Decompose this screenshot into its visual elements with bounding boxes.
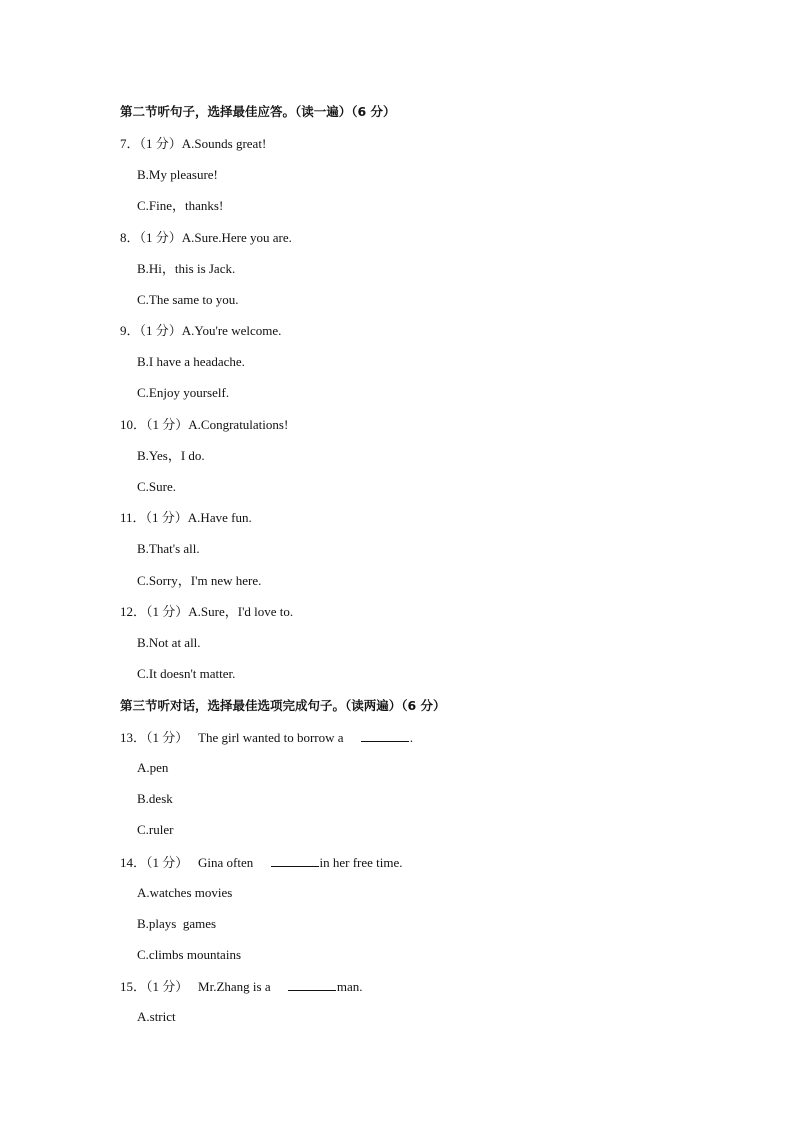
question-score: （1 分） <box>145 510 188 525</box>
option-c: C.Sure. <box>137 479 176 494</box>
option-b: B.My pleasure! <box>137 167 218 182</box>
option-b: B.desk <box>137 791 173 806</box>
option-b: B.That's all. <box>137 541 200 556</box>
question-number: 12． <box>120 604 147 619</box>
option-c: C.climbs mountains <box>137 947 241 962</box>
option-a: A.pen <box>137 760 169 775</box>
question-7 <box>120 136 266 152</box>
question-stem-end: man. <box>336 979 363 994</box>
question-15 <box>120 978 363 995</box>
question-14 <box>120 854 403 871</box>
option-a: A.Congratulations! <box>188 417 289 432</box>
option-c: C.The same to you. <box>137 292 239 307</box>
question-number: 10． <box>120 417 147 432</box>
option-a: A.Sure，I'd love to. <box>188 604 294 619</box>
question-stem-end: in her free time. <box>319 855 403 870</box>
question-number: 14． <box>120 855 147 870</box>
option-c: C.It doesn't matter. <box>137 666 236 681</box>
answer-blank <box>271 854 319 867</box>
question-stem-end: . <box>409 730 414 745</box>
question-number: 11． <box>120 510 146 525</box>
option-c: C.Enjoy yourself. <box>137 385 230 400</box>
question-11 <box>120 510 252 526</box>
question-number: 7． <box>120 136 140 151</box>
option-b: B.Hi，this is Jack. <box>137 261 236 276</box>
question-number: 13． <box>120 730 147 745</box>
question-score: （1 分） <box>146 417 189 432</box>
option-a: A.watches movies <box>137 885 233 900</box>
option-b: B.plays games <box>137 916 217 931</box>
section-title: 第三节听对话，选择最佳选项完成句子。（读两遍）（6 分） <box>120 698 446 713</box>
option-a: A.strict <box>137 1009 176 1024</box>
option-c: C.ruler <box>137 822 174 837</box>
option-c: C.Fine，thanks! <box>137 198 224 213</box>
question-stem: The girl wanted to borrow a <box>198 730 344 745</box>
question-score: （1 分） <box>139 323 182 338</box>
section-title: 第二节听句子，选择最佳应答。（读一遍）（6 分） <box>120 104 396 119</box>
question-8 <box>120 230 292 246</box>
option-a: A.Sure.Here you are. <box>181 230 292 245</box>
question-12 <box>120 604 293 620</box>
option-a: A.Have fun. <box>187 510 252 525</box>
answer-blank <box>361 729 409 742</box>
question-13 <box>120 729 413 746</box>
option-b: B.Not at all. <box>137 635 201 650</box>
question-score: （1 分） <box>146 855 189 870</box>
option-a: A.Sounds great! <box>181 136 267 151</box>
question-score: （1 分） <box>139 230 182 245</box>
option-c: C.Sorry，I'm new here. <box>137 573 262 588</box>
question-score: （1 分） <box>146 979 189 994</box>
question-score: （1 分） <box>139 136 182 151</box>
option-b: B.I have a headache. <box>137 354 245 369</box>
question-number: 15． <box>120 979 147 994</box>
question-number: 9． <box>120 323 140 338</box>
answer-blank <box>288 978 336 991</box>
option-a: A.You're welcome. <box>181 323 282 338</box>
question-score: （1 分） <box>146 730 189 745</box>
question-stem: Mr.Zhang is a <box>198 979 271 994</box>
question-score: （1 分） <box>146 604 189 619</box>
question-9 <box>120 323 281 339</box>
option-b: B.Yes，I do. <box>137 448 205 463</box>
question-10 <box>120 417 288 433</box>
question-stem: Gina often <box>198 855 254 870</box>
question-number: 8． <box>120 230 140 245</box>
